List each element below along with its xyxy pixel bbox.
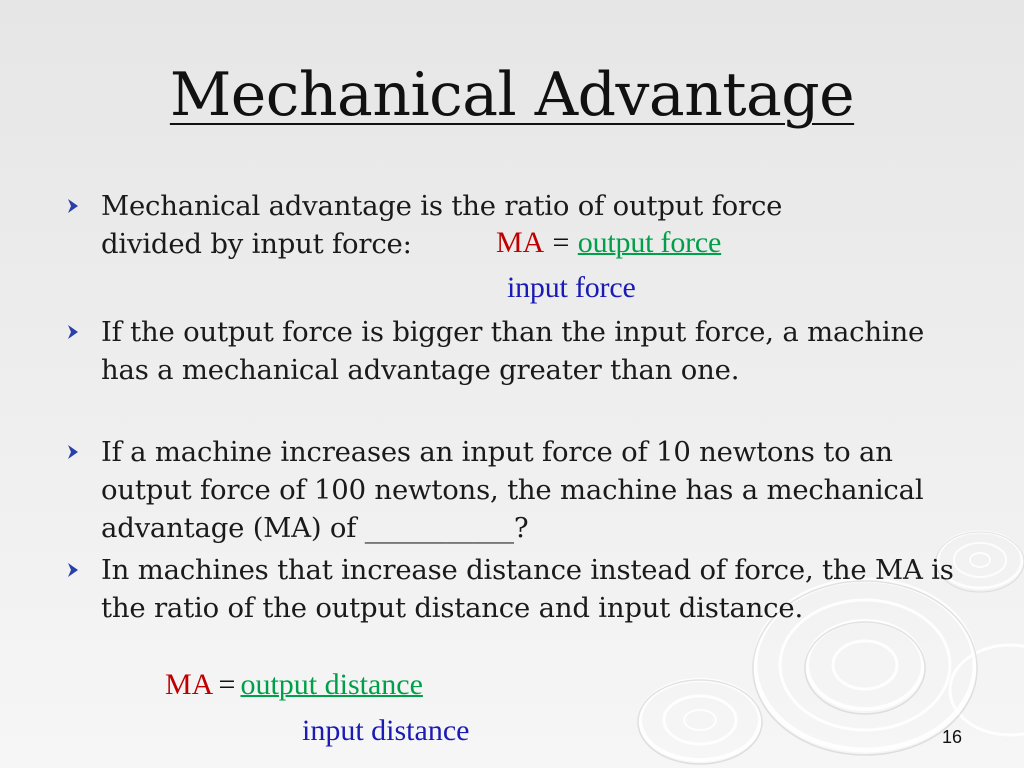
arrowhead-bullet-icon	[66, 313, 80, 351]
page-number: 16	[941, 727, 962, 747]
arrowhead-bullet-icon	[66, 433, 80, 471]
bullet-text: Mechanical advantage is the ratio of output force divided by input force:	[101, 190, 783, 260]
bullet-item	[66, 433, 966, 549]
formula-denominator: input force	[507, 271, 636, 304]
bullet-text: If a machine increases an input force of 10 newtons to an output force of 100 newtons, the machine has a mechanical advantage (MA) of ___________?	[101, 436, 924, 544]
bullet-item	[66, 187, 966, 307]
bullet-item	[66, 313, 966, 429]
formula-ma-label: MA	[496, 226, 544, 259]
bullet-text: In machines that increase distance instead of force, the MA is the ratio of the output distance and input distance.	[101, 554, 954, 624]
formula-equals: =	[552, 226, 570, 259]
ma-formula-distance	[165, 668, 423, 702]
formula-numerator: output distance	[240, 668, 423, 701]
bullet-text: If the output force is bigger than the input force, a machine has a mechanical advantage greater than one.	[101, 316, 925, 386]
formula-ma-label: MA	[165, 668, 214, 701]
formula-denominator-line	[302, 714, 469, 748]
formula-denominator-line	[507, 269, 636, 307]
bullet-item	[66, 551, 966, 667]
slide-title: Mechanical Advantage	[169, 60, 855, 130]
formula-equals: =	[218, 668, 236, 701]
formula-denominator: input distance	[302, 714, 470, 747]
arrowhead-bullet-icon	[66, 551, 80, 589]
formula-numerator: output force	[577, 226, 722, 259]
ma-formula-force	[496, 224, 721, 262]
arrowhead-bullet-icon	[66, 187, 80, 225]
